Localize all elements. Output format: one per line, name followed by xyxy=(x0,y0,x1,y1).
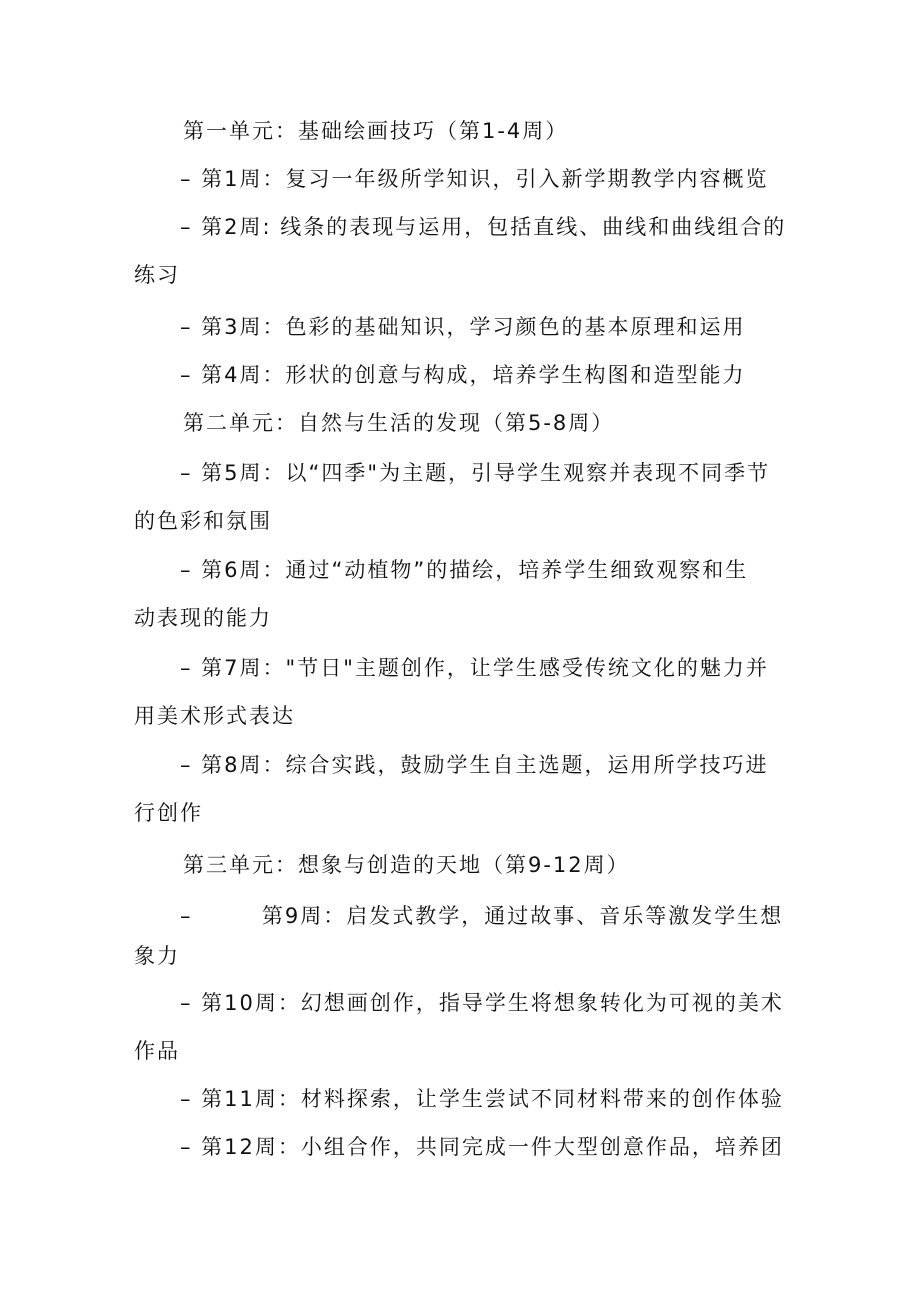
week-11-line: – 第11周：材料探索，让学生尝试不同材料带来的创作体验 xyxy=(180,1087,784,1111)
unit-3-heading: 第三单元：想象与创造的天地（第9-12周） xyxy=(183,853,630,877)
unit-1-heading: 第一单元：基础绘画技巧（第1-4周） xyxy=(183,119,569,143)
week-8-continuation: 行创作 xyxy=(134,801,203,825)
week-9-continuation: 象力 xyxy=(134,944,180,968)
week-3-line: – 第3周：色彩的基础知识，学习颜色的基本原理和运用 xyxy=(180,315,746,339)
week-7-continuation: 用美术形式表达 xyxy=(134,704,295,728)
week-12-line: – 第12周：小组合作，共同完成一件大型创意作品，培养团 xyxy=(180,1135,784,1159)
week-8-line: – 第8周：综合实践，鼓励学生自主选题，运用所学技巧进 xyxy=(180,753,769,777)
week-7-line: – 第7周："节日"主题创作，让学生感受传统文化的魅力并 xyxy=(180,656,769,680)
week-2-line: – 第2周: 线条的表现与运用，包括直线、曲线和曲线组合的 xyxy=(180,215,787,239)
week-2-continuation: 练习 xyxy=(134,263,180,287)
week-10-continuation: 作品 xyxy=(134,1039,180,1063)
week-9-line: – 第9周：启发式教学，通过故事、音乐等激发学生想 xyxy=(180,904,784,928)
week-5-line: – 第5周：以“四季"为主题，引导学生观察并表现不同季节 xyxy=(180,461,771,485)
week-1-line: – 第1周：复习一年级所学知识，引入新学期教学内容概览 xyxy=(180,167,769,191)
week-10-line: – 第10周：幻想画创作，指导学生将想象转化为可视的美术 xyxy=(180,991,784,1015)
week-6-line: – 第6周：通过“动植物”的描绘，培养学生细致观察和生 xyxy=(180,558,749,582)
week-5-continuation: 的色彩和氛围 xyxy=(134,509,272,533)
week-6-continuation: 动表现的能力 xyxy=(134,606,272,630)
week-4-line: – 第4周：形状的创意与构成，培养学生构图和造型能力 xyxy=(180,363,746,387)
unit-2-heading: 第二单元：自然与生活的发现（第5-8周） xyxy=(183,411,615,435)
